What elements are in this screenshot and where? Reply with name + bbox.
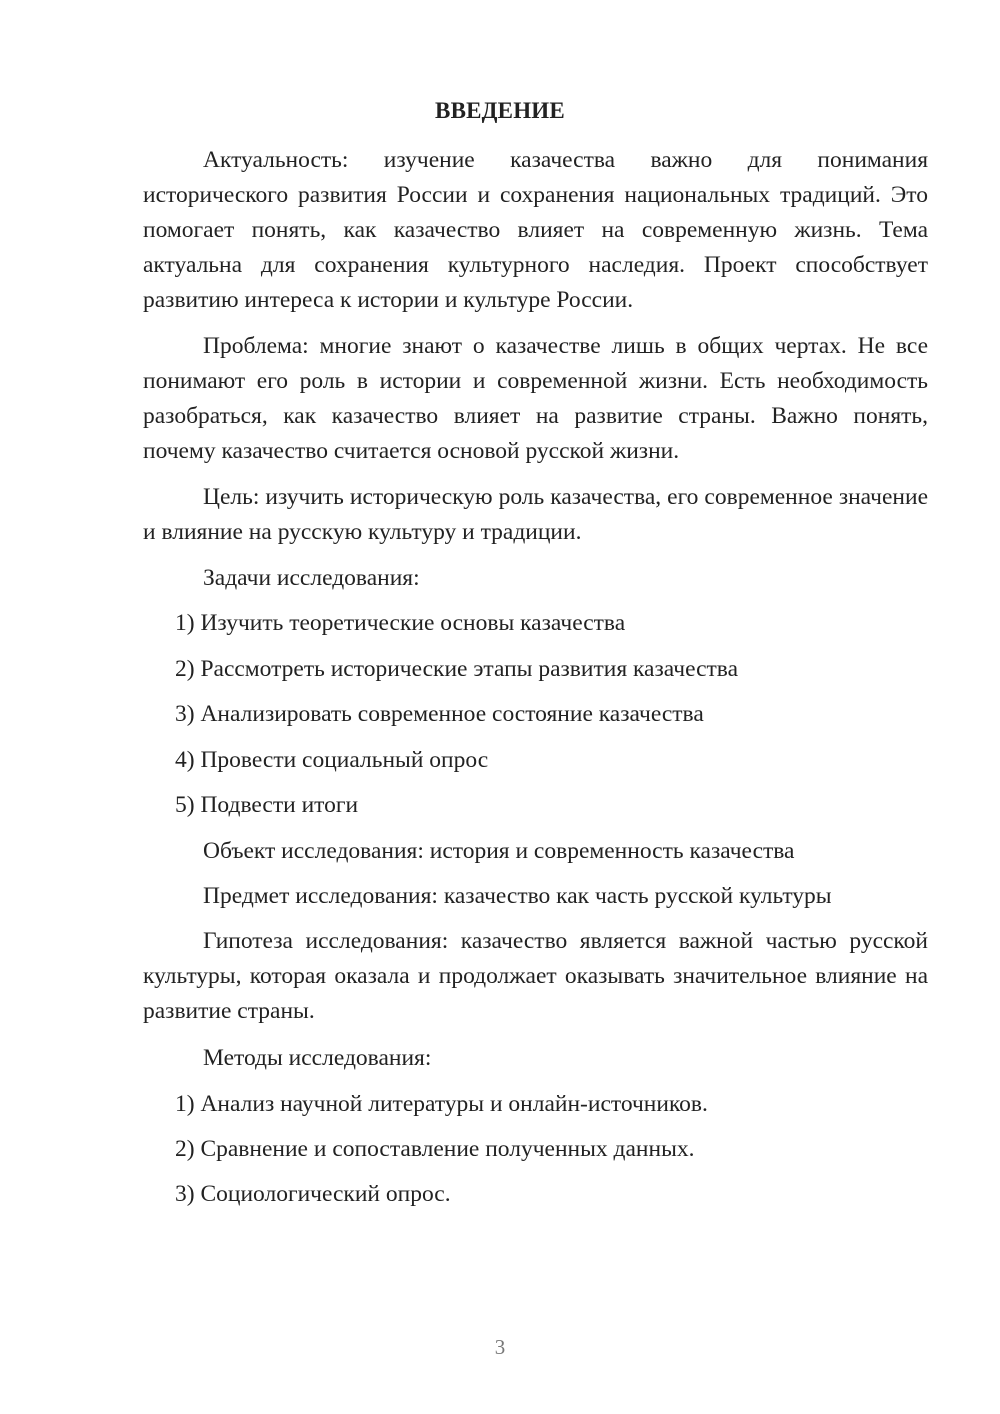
goal-paragraph: Цель: изучить историческую роль казачества, его современное значение и влияние на русскую культуру и традиции. (143, 484, 928, 545)
methods-heading: Методы исследования: (203, 1045, 432, 1071)
task-item: 3) Анализировать современное состояние казачества (175, 701, 704, 727)
relevance-paragraph: Актуальность: изучение казачества важно для понимания исторического развития России и сохранения национальных традиций. Это помогает понять, как казачество влияет на современную жизнь. Тема актуальна для сохранения культурного наследия. Проект способствует развитию интереса к истории и культуре России. (143, 147, 928, 313)
task-item: 5) Подвести итоги (175, 792, 359, 818)
research-subject: Предмет исследования: казачество как часть русской культуры (203, 883, 832, 909)
method-item: 2) Сравнение и сопоставление полученных данных. (175, 1136, 695, 1162)
section-heading: ВВЕДЕНИЕ (435, 98, 565, 123)
tasks-heading: Задачи исследования: (203, 565, 420, 591)
hypothesis-paragraph: Гипотеза исследования: казачество является важной частью русской культуры, которая оказала и продолжает оказывать значительное влияние на развитие страны. (143, 928, 928, 1024)
task-item: 2) Рассмотреть исторические этапы развития казачества (175, 656, 739, 682)
research-object: Объект исследования: история и современность казачества (203, 838, 795, 864)
page-number: 3 (494, 1335, 506, 1359)
method-item: 3) Социологический опрос. (175, 1181, 451, 1207)
method-item: 1) Анализ научной литературы и онлайн-источников. (175, 1091, 708, 1117)
problem-paragraph: Проблема: многие знают о казачестве лишь в общих чертах. Не все понимают его роль в истории и современной жизни. Есть необходимость разобраться, как казачество влияет на развитие страны. Важно понять, почему казачество считается основой русской жизни. (143, 333, 928, 464)
task-item: 1) Изучить теоретические основы казачества (175, 610, 626, 636)
task-item: 4) Провести социальный опрос (175, 747, 489, 773)
